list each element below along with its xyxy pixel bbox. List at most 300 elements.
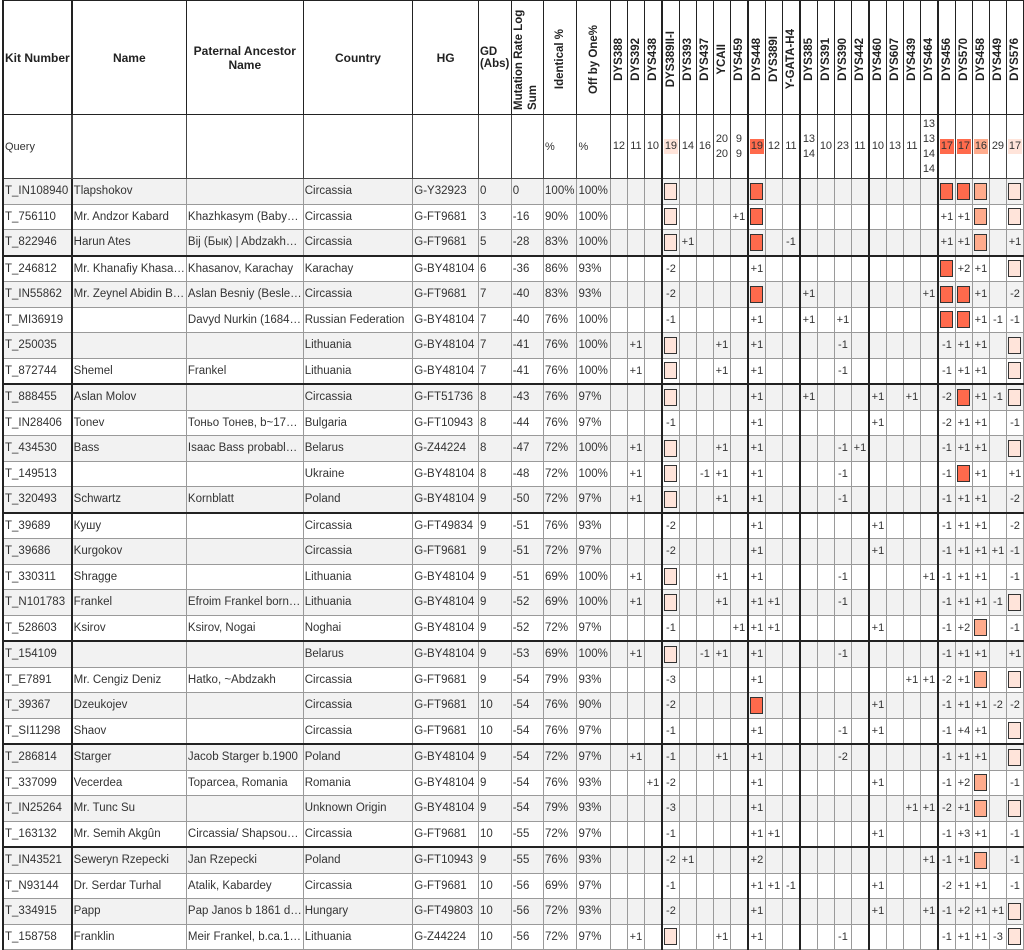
marker-diff-cell: [851, 282, 869, 308]
kit-number-cell[interactable]: T_39689: [3, 513, 72, 539]
kit-number-cell[interactable]: T_149513: [3, 461, 72, 487]
table-row[interactable]: [3, 718, 1024, 744]
marker-diff-cell: +1: [713, 333, 730, 359]
match-box-icon: [940, 286, 953, 303]
marker-diff-cell: [834, 899, 851, 925]
marker-diff-cell: [765, 410, 782, 436]
marker-diff-cell: [765, 204, 782, 230]
off-by-one-cell: 93%: [577, 899, 610, 925]
table-row[interactable]: [3, 256, 1024, 282]
table-row[interactable]: [3, 513, 1024, 539]
table-row[interactable]: [3, 461, 1024, 487]
marker-diff-cell: +1: [869, 718, 887, 744]
table-row[interactable]: [3, 333, 1024, 359]
marker-diff-cell: +1: [869, 513, 887, 539]
marker-diff-cell: +1: [748, 796, 766, 822]
marker-diff-cell: +1: [972, 539, 989, 565]
genetic-distance-cell: 6: [478, 256, 511, 282]
marker-diff-cell: -1: [938, 513, 956, 539]
marker-diff-cell: [851, 256, 869, 282]
marker-diff-cell: [610, 641, 627, 667]
marker-diff-cell: [989, 667, 1006, 693]
col-header-marker[interactable]: DYS464: [920, 1, 938, 115]
marker-diff-cell: [782, 564, 800, 590]
kit-number-cell[interactable]: T_888455: [3, 384, 72, 410]
marker-diff-cell: [834, 204, 851, 230]
marker-diff-cell: -2: [1006, 513, 1023, 539]
ancestor-cell: Meir Frankel, b.ca.1…: [186, 924, 303, 950]
kit-number-cell[interactable]: T_IN28406: [3, 410, 72, 436]
marker-diff-cell: +1: [644, 770, 662, 796]
ancestor-cell: Ksirov, Nogai: [186, 615, 303, 641]
marker-diff-cell: [903, 513, 920, 539]
marker-diff-cell: +1: [955, 539, 972, 565]
col-header-kit[interactable]: Kit Number: [3, 1, 72, 115]
kit-number-cell[interactable]: T_246812: [3, 256, 72, 282]
match-box-icon: [1008, 800, 1021, 817]
marker-match-highlight: [748, 693, 766, 719]
table-row[interactable]: [3, 590, 1024, 616]
marker-diff-cell: +1: [869, 770, 887, 796]
identical-percent-cell: 76%: [544, 333, 577, 359]
kit-number-cell[interactable]: T_334915: [3, 899, 72, 925]
table-row[interactable]: [3, 615, 1024, 641]
marker-match-highlight: [938, 179, 956, 205]
marker-diff-cell: [851, 667, 869, 693]
table-row[interactable]: [3, 307, 1024, 333]
kit-number-cell[interactable]: T_MI36919: [3, 307, 72, 333]
marker-match-highlight: [1006, 358, 1023, 384]
marker-diff-cell: [765, 641, 782, 667]
marker-diff-cell: [989, 615, 1006, 641]
marker-diff-cell: [782, 796, 800, 822]
marker-diff-cell: [869, 847, 887, 873]
marker-diff-cell: +1: [920, 564, 938, 590]
kit-number-cell[interactable]: T_320493: [3, 487, 72, 513]
marker-diff-cell: -1: [662, 615, 680, 641]
marker-diff-cell: +1: [955, 230, 972, 256]
kit-number-cell[interactable]: T_158758: [3, 924, 72, 950]
kit-number-cell[interactable]: T_IN108940: [3, 179, 72, 205]
haplogroup-cell: G-FT9681: [413, 873, 479, 899]
country-cell: Circassia: [303, 282, 413, 308]
marker-diff-cell: -1: [989, 384, 1006, 410]
col-header-marker[interactable]: DYS458: [972, 1, 989, 115]
marker-diff-cell: [817, 436, 834, 462]
match-box-icon: [664, 440, 677, 457]
marker-diff-cell: [800, 333, 818, 359]
marker-diff-cell: [903, 590, 920, 616]
marker-diff-cell: +1: [972, 333, 989, 359]
marker-diff-cell: [817, 615, 834, 641]
mutation-rate-cell: -54: [511, 744, 543, 770]
kit-number-cell[interactable]: T_286814: [3, 744, 72, 770]
col-header-marker[interactable]: DYS459: [730, 1, 748, 115]
marker-diff-cell: [610, 667, 627, 693]
match-box-icon: [957, 465, 970, 482]
col-header-marker[interactable]: DYS448: [748, 1, 766, 115]
marker-diff-cell: [800, 873, 818, 899]
name-cell: Mr. Zeynel Abidin B…: [72, 282, 187, 308]
marker-diff-cell: [679, 461, 696, 487]
ancestor-cell: [186, 384, 303, 410]
marker-diff-cell: [765, 333, 782, 359]
marker-diff-cell: [869, 461, 887, 487]
marker-diff-cell: +2: [748, 847, 766, 873]
table-row[interactable]: [3, 539, 1024, 565]
col-header-marker[interactable]: DYS442: [851, 1, 869, 115]
kit-number-cell[interactable]: T_N101783: [3, 590, 72, 616]
kit-number-cell[interactable]: T_822946: [3, 230, 72, 256]
table-row[interactable]: [3, 821, 1024, 847]
marker-diff-cell: [679, 358, 696, 384]
name-cell: Kurgokov: [72, 539, 187, 565]
haplogroup-cell: G-FT9681: [413, 693, 479, 719]
marker-diff-cell: +1: [955, 333, 972, 359]
marker-diff-cell: -1: [834, 641, 851, 667]
marker-diff-cell: [782, 924, 800, 950]
country-cell: Circassia: [303, 718, 413, 744]
marker-diff-cell: [903, 282, 920, 308]
marker-diff-cell: [679, 256, 696, 282]
marker-diff-cell: [644, 899, 662, 925]
marker-diff-cell: -2: [662, 282, 680, 308]
genetic-distance-cell: 0: [478, 179, 511, 205]
marker-diff-cell: +1: [748, 384, 766, 410]
marker-diff-cell: +1: [713, 564, 730, 590]
marker-diff-cell: +1: [989, 899, 1006, 925]
marker-diff-cell: [696, 899, 713, 925]
header-row: [3, 1, 1024, 115]
country-cell: Belarus: [303, 641, 413, 667]
marker-diff-cell: [730, 358, 748, 384]
marker-diff-cell: [869, 179, 887, 205]
marker-diff-cell: [679, 179, 696, 205]
marker-diff-cell: [696, 718, 713, 744]
genetic-distance-cell: 9: [478, 590, 511, 616]
marker-diff-cell: [817, 461, 834, 487]
col-header-marker[interactable]: DYS576: [1006, 1, 1023, 115]
country-cell: Lithuania: [303, 358, 413, 384]
table-row[interactable]: [3, 924, 1024, 950]
table-row[interactable]: [3, 667, 1024, 693]
col-header-off-by-one[interactable]: Off by One%: [577, 1, 610, 115]
kit-number-cell[interactable]: T_163132: [3, 821, 72, 847]
table-row[interactable]: [3, 179, 1024, 205]
off-by-one-cell: 100%: [577, 179, 610, 205]
table-row[interactable]: [3, 873, 1024, 899]
col-header-marker[interactable]: DYS390: [834, 1, 851, 115]
table-row[interactable]: [3, 410, 1024, 436]
off-by-one-cell: 100%: [577, 590, 610, 616]
marker-diff-cell: [851, 230, 869, 256]
name-cell: Vecerdea: [72, 770, 187, 796]
marker-diff-cell: [713, 821, 730, 847]
col-header-marker[interactable]: Y-GATA-H4: [782, 1, 800, 115]
ancestor-cell: Aslan Besniy (Besle…: [186, 282, 303, 308]
query-marker-value: 12: [610, 115, 627, 179]
kit-number-cell[interactable]: T_337099: [3, 770, 72, 796]
col-header-marker[interactable]: DYS389II-I: [662, 1, 680, 115]
kit-number-cell[interactable]: T_872744: [3, 358, 72, 384]
marker-diff-cell: [644, 487, 662, 513]
table-row[interactable]: [3, 487, 1024, 513]
marker-diff-cell: +1: [748, 410, 766, 436]
marker-diff-cell: -1: [938, 487, 956, 513]
col-header-marker[interactable]: DYS456: [938, 1, 956, 115]
marker-diff-cell: [730, 461, 748, 487]
identical-percent-cell: 76%: [544, 384, 577, 410]
marker-diff-cell: +1: [748, 461, 766, 487]
marker-diff-cell: [765, 179, 782, 205]
col-header-marker[interactable]: DYS460: [869, 1, 887, 115]
ancestor-cell: Bij (Бык) | Abdzakh…: [186, 230, 303, 256]
table-row[interactable]: [3, 230, 1024, 256]
name-cell: Mr. Andzor Kabard: [72, 204, 187, 230]
marker-diff-cell: [610, 590, 627, 616]
marker-diff-cell: [765, 744, 782, 770]
kit-number-cell[interactable]: T_528603: [3, 615, 72, 641]
marker-diff-cell: +1: [903, 667, 920, 693]
match-box-icon: [1008, 389, 1021, 406]
marker-diff-cell: [644, 847, 662, 873]
marker-diff-cell: +1: [972, 358, 989, 384]
marker-diff-cell: [817, 307, 834, 333]
marker-diff-cell: [627, 230, 644, 256]
marker-diff-cell: +1: [713, 924, 730, 950]
marker-diff-cell: +1: [748, 358, 766, 384]
table-row[interactable]: [3, 641, 1024, 667]
haplogroup-cell: G-Z44224: [413, 436, 479, 462]
marker-diff-cell: [989, 718, 1006, 744]
marker-diff-cell: [886, 924, 903, 950]
kit-number-cell[interactable]: T_39367: [3, 693, 72, 719]
marker-diff-cell: [989, 256, 1006, 282]
marker-diff-cell: [782, 487, 800, 513]
marker-diff-cell: [989, 847, 1006, 873]
marker-diff-cell: [989, 513, 1006, 539]
marker-diff-cell: [886, 899, 903, 925]
kit-number-cell[interactable]: T_IN43521: [3, 847, 72, 873]
off-by-one-cell: 100%: [577, 333, 610, 359]
haplogroup-cell: G-FT9681: [413, 230, 479, 256]
kit-number-cell[interactable]: T_250035: [3, 333, 72, 359]
marker-diff-cell: [730, 282, 748, 308]
col-header-marker[interactable]: DYS449: [989, 1, 1006, 115]
marker-diff-cell: [696, 333, 713, 359]
marker-diff-cell: [782, 693, 800, 719]
query-marker-value: 13 13 14 14: [920, 115, 938, 179]
marker-diff-cell: [869, 358, 887, 384]
marker-diff-cell: +1: [627, 333, 644, 359]
table-row[interactable]: [3, 204, 1024, 230]
marker-diff-cell: [800, 358, 818, 384]
marker-diff-cell: [834, 230, 851, 256]
match-box-icon: [1008, 594, 1021, 611]
haplogroup-cell: G-BY48104: [413, 744, 479, 770]
match-box-icon: [974, 234, 987, 251]
marker-diff-cell: [644, 333, 662, 359]
marker-diff-cell: [610, 256, 627, 282]
mutation-rate-cell: -54: [511, 770, 543, 796]
table-row[interactable]: [3, 796, 1024, 822]
marker-diff-cell: +1: [955, 796, 972, 822]
genetic-distance-cell: 7: [478, 282, 511, 308]
marker-diff-cell: +1: [627, 358, 644, 384]
marker-diff-cell: [679, 436, 696, 462]
marker-diff-cell: [869, 333, 887, 359]
haplogroup-cell: G-Y32923: [413, 179, 479, 205]
col-header-mutation-rate[interactable]: Mutation Rate Log Sum: [511, 1, 543, 115]
marker-match-highlight: [1006, 384, 1023, 410]
marker-diff-cell: [834, 796, 851, 822]
haplogroup-cell: G-FT9681: [413, 282, 479, 308]
marker-diff-cell: [696, 230, 713, 256]
marker-diff-cell: +1: [955, 436, 972, 462]
marker-diff-cell: [644, 461, 662, 487]
kit-number-cell[interactable]: T_IN55862: [3, 282, 72, 308]
marker-diff-cell: [886, 333, 903, 359]
kit-number-cell[interactable]: T_154109: [3, 641, 72, 667]
marker-diff-cell: [817, 744, 834, 770]
col-header-hg[interactable]: HG: [413, 1, 479, 115]
marker-diff-cell: [696, 564, 713, 590]
marker-diff-cell: -1: [662, 307, 680, 333]
marker-diff-cell: [679, 539, 696, 565]
country-cell: Circassia: [303, 179, 413, 205]
col-header-marker[interactable]: DYS391: [817, 1, 834, 115]
col-header-marker[interactable]: DYS389I: [765, 1, 782, 115]
table-row[interactable]: [3, 384, 1024, 410]
marker-match-highlight: [1006, 256, 1023, 282]
marker-diff-cell: [730, 179, 748, 205]
kit-number-cell[interactable]: T_IN25264: [3, 796, 72, 822]
marker-match-highlight: [972, 847, 989, 873]
marker-diff-cell: +1: [748, 333, 766, 359]
marker-diff-cell: [903, 204, 920, 230]
marker-diff-cell: [644, 204, 662, 230]
match-box-icon: [1008, 903, 1021, 920]
mutation-rate-cell: -52: [511, 590, 543, 616]
marker-diff-cell: [644, 256, 662, 282]
marker-diff-cell: [800, 718, 818, 744]
table-row[interactable]: [3, 436, 1024, 462]
col-header-marker[interactable]: DYS439: [903, 1, 920, 115]
col-header-marker[interactable]: DYS607: [886, 1, 903, 115]
col-header-country[interactable]: Country: [303, 1, 413, 115]
marker-diff-cell: [765, 487, 782, 513]
marker-diff-cell: [713, 847, 730, 873]
name-cell: Franklin: [72, 924, 187, 950]
table-row[interactable]: [3, 358, 1024, 384]
table-row[interactable]: [3, 564, 1024, 590]
col-header-marker[interactable]: YCAII: [713, 1, 730, 115]
marker-diff-cell: [696, 436, 713, 462]
marker-diff-cell: [834, 384, 851, 410]
ancestor-cell: Toparcea, Romania: [186, 770, 303, 796]
marker-diff-cell: [765, 718, 782, 744]
kit-number-cell[interactable]: T_330311: [3, 564, 72, 590]
marker-diff-cell: [851, 539, 869, 565]
marker-diff-cell: [696, 796, 713, 822]
kit-number-cell[interactable]: T_N93144: [3, 873, 72, 899]
marker-diff-cell: [782, 307, 800, 333]
off-by-one-cell: 100%: [577, 461, 610, 487]
marker-diff-cell: +1: [955, 204, 972, 230]
col-header-identical[interactable]: Identical %: [544, 1, 577, 115]
marker-diff-cell: +1: [748, 564, 766, 590]
marker-diff-cell: +1: [955, 564, 972, 590]
marker-diff-cell: [886, 770, 903, 796]
col-header-marker[interactable]: DYS437: [696, 1, 713, 115]
marker-diff-cell: [730, 641, 748, 667]
table-row[interactable]: [3, 282, 1024, 308]
table-row[interactable]: [3, 770, 1024, 796]
haplogroup-cell: G-FT51736: [413, 384, 479, 410]
marker-diff-cell: [920, 770, 938, 796]
marker-diff-cell: [800, 513, 818, 539]
marker-diff-cell: [903, 461, 920, 487]
marker-diff-cell: [679, 487, 696, 513]
col-header-gd[interactable]: GD (Abs): [478, 1, 511, 115]
match-box-icon: [664, 234, 677, 251]
col-header-marker[interactable]: DYS393: [679, 1, 696, 115]
col-header-name[interactable]: Name: [72, 1, 187, 115]
marker-diff-cell: [817, 333, 834, 359]
table-row[interactable]: [3, 693, 1024, 719]
table-row[interactable]: [3, 847, 1024, 873]
marker-diff-cell: [800, 256, 818, 282]
marker-diff-cell: [644, 590, 662, 616]
country-cell: Romania: [303, 770, 413, 796]
query-marker-value: 12: [765, 115, 782, 179]
marker-diff-cell: [851, 590, 869, 616]
table-row[interactable]: [3, 744, 1024, 770]
kit-number-cell[interactable]: T_E7891: [3, 667, 72, 693]
marker-diff-cell: [679, 924, 696, 950]
marker-diff-cell: [920, 487, 938, 513]
marker-diff-cell: [713, 615, 730, 641]
marker-diff-cell: -2: [989, 693, 1006, 719]
marker-match-highlight: [972, 796, 989, 822]
genetic-distance-cell: 9: [478, 539, 511, 565]
kit-number-cell[interactable]: T_SI11298: [3, 718, 72, 744]
kit-number-cell[interactable]: T_756110: [3, 204, 72, 230]
col-header-marker[interactable]: DYS438: [644, 1, 662, 115]
kit-number-cell[interactable]: T_39686: [3, 539, 72, 565]
marker-diff-cell: [782, 384, 800, 410]
identical-percent-cell: 72%: [544, 821, 577, 847]
match-box-icon: [664, 208, 677, 225]
col-header-marker[interactable]: DYS570: [955, 1, 972, 115]
col-header-marker[interactable]: DYS392: [627, 1, 644, 115]
kit-number-cell[interactable]: T_434530: [3, 436, 72, 462]
marker-diff-cell: [696, 513, 713, 539]
marker-diff-cell: [730, 693, 748, 719]
col-header-marker[interactable]: DYS388: [610, 1, 627, 115]
marker-diff-cell: +1: [730, 615, 748, 641]
col-header-ancestor[interactable]: Paternal Ancestor Name: [186, 1, 303, 115]
match-box-icon: [664, 568, 677, 585]
marker-diff-cell: -1: [834, 718, 851, 744]
off-by-one-cell: 93%: [577, 770, 610, 796]
table-row[interactable]: [3, 899, 1024, 925]
col-header-marker[interactable]: DYS385: [800, 1, 818, 115]
genetic-distance-cell: 7: [478, 358, 511, 384]
marker-diff-cell: [765, 770, 782, 796]
haplogroup-cell: G-BY48104: [413, 641, 479, 667]
marker-diff-cell: [765, 796, 782, 822]
